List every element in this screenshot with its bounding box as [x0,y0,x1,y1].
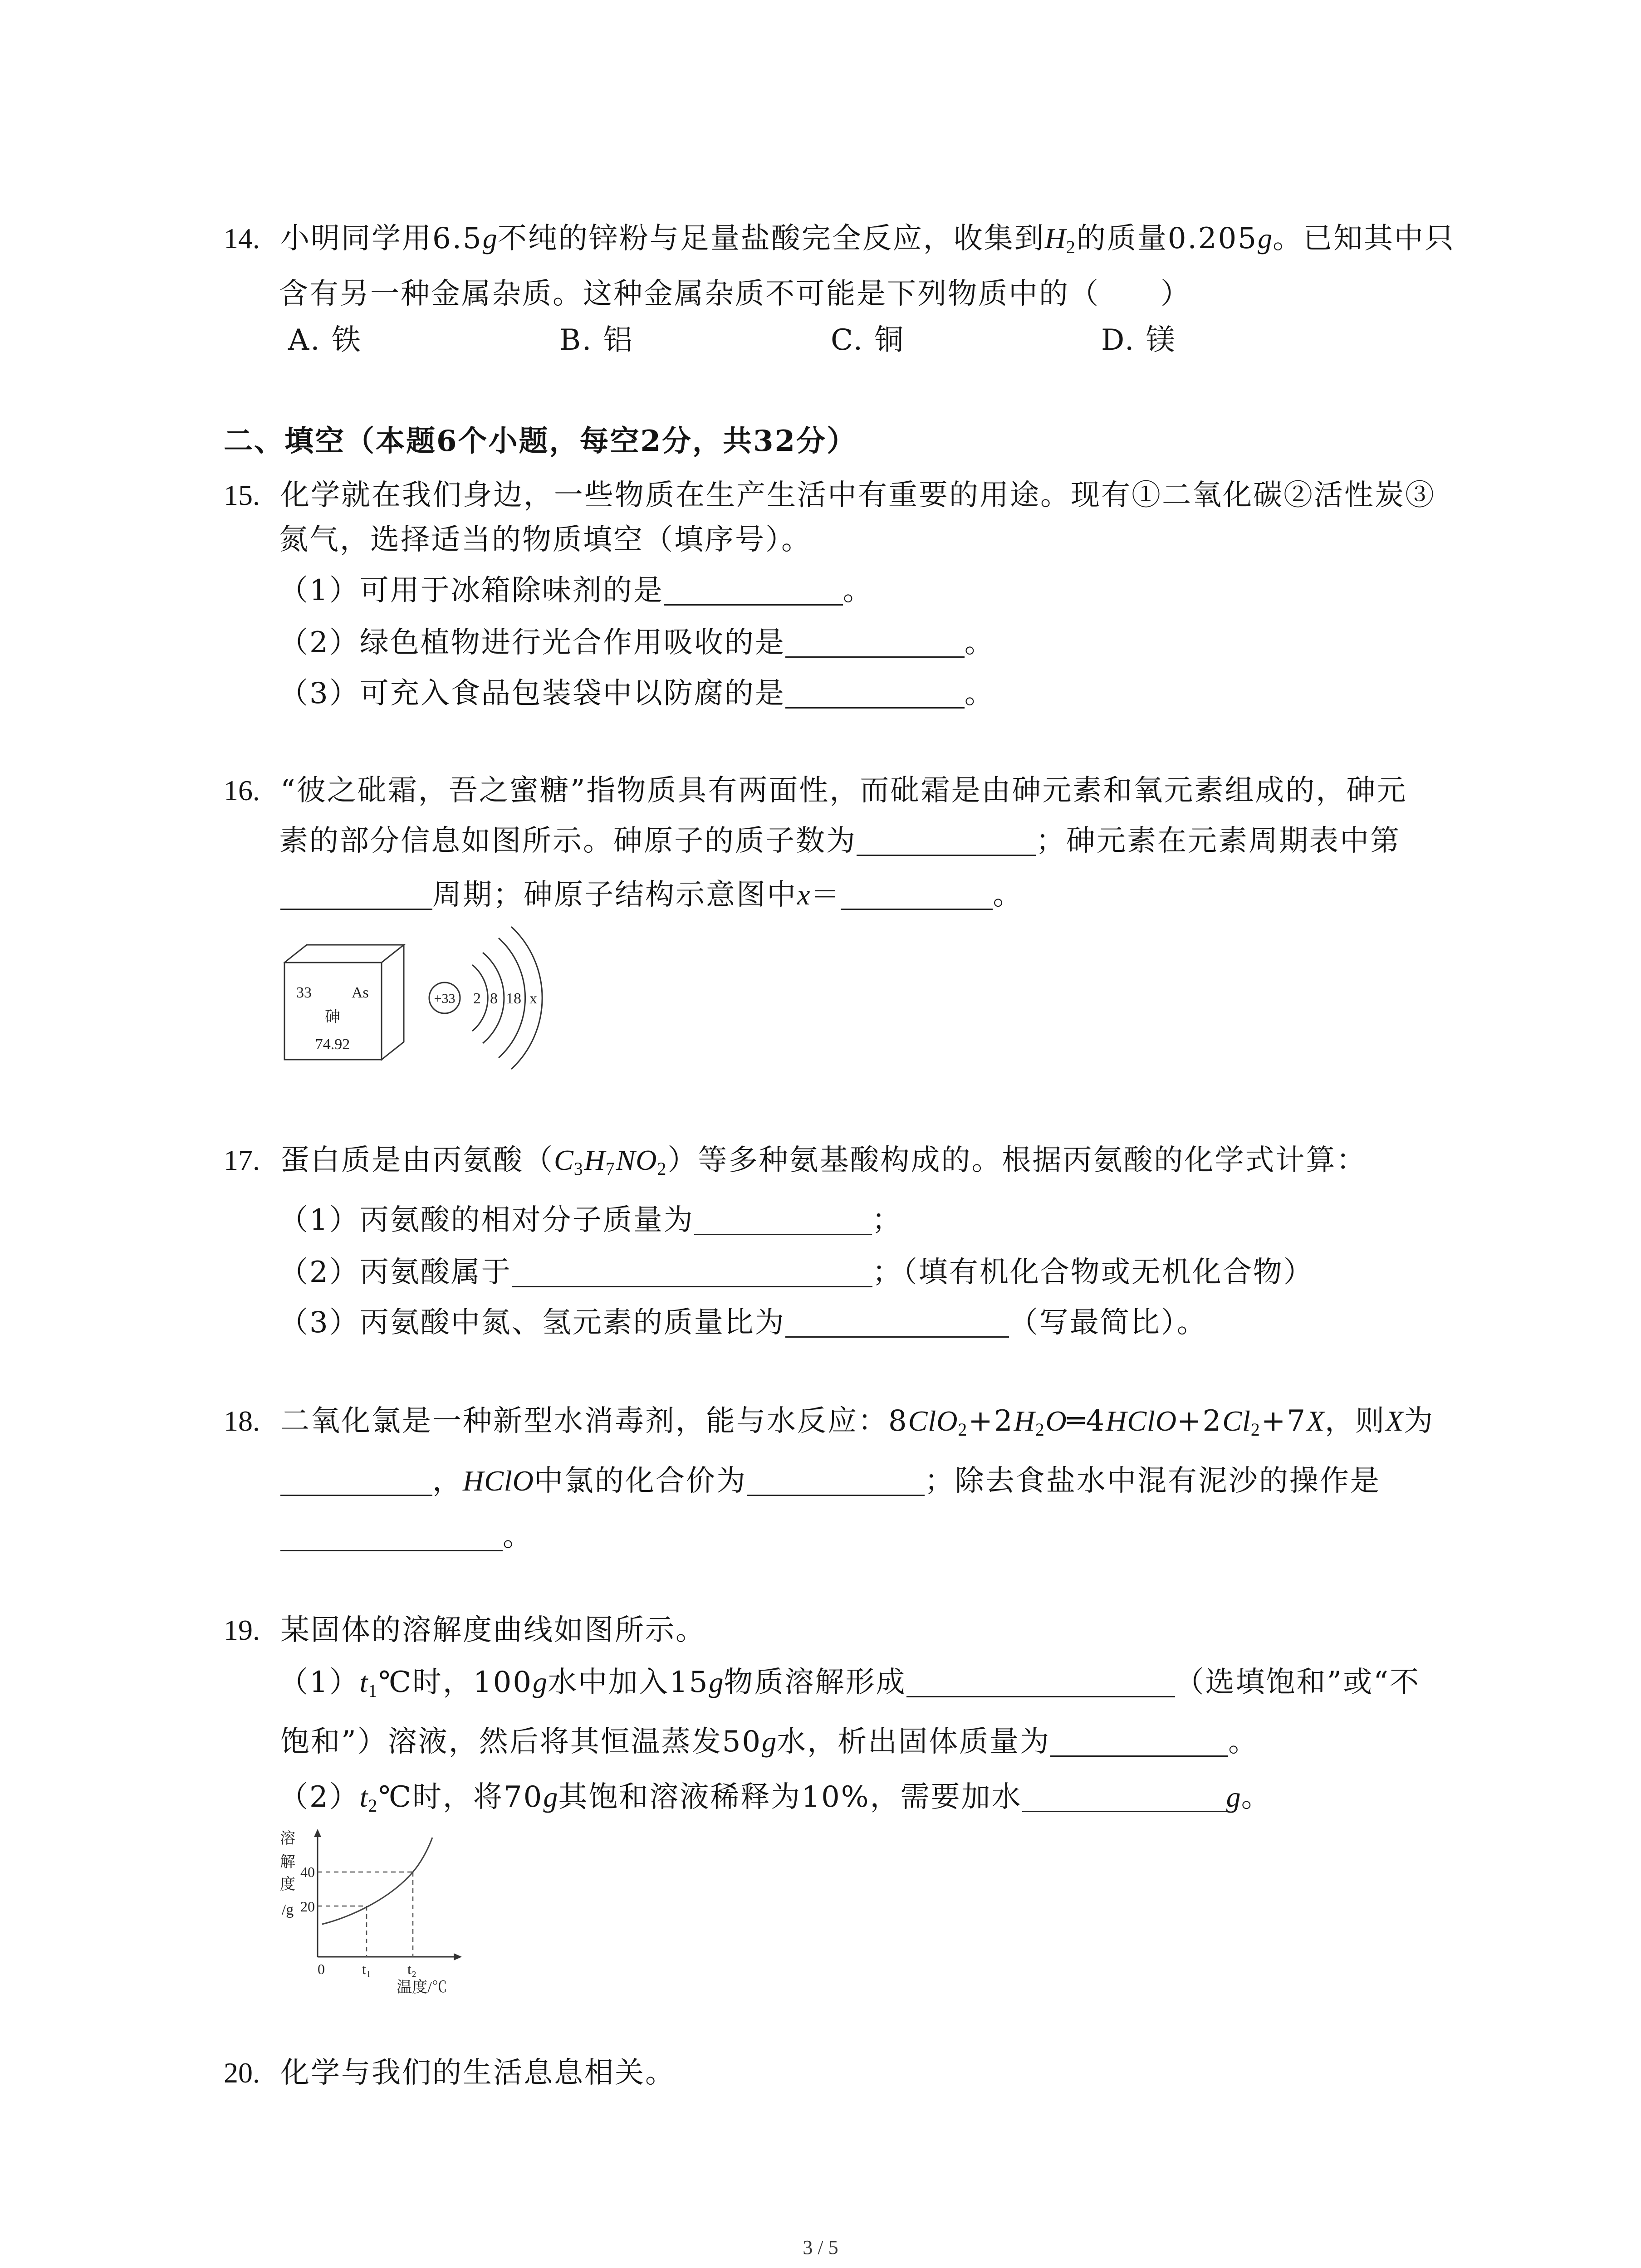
text-run: ℃时，100 [378,1666,533,1699]
answer-blank [785,631,965,658]
q18-line-3 [280,1519,533,1554]
answer-blank [694,1208,872,1235]
text-run: 的质量0.205 [1076,222,1258,255]
element-card-figure [284,944,406,1062]
relative-atomic-mass: 74.92 [315,1036,350,1053]
q18-line-1 [224,1404,1434,1438]
q17-item-3 [279,1305,1207,1340]
italic-variable: t [359,1781,368,1813]
element-symbol: As [352,984,369,1001]
y-axis-label-char: 解 [280,1854,295,1871]
italic-variable: H [1044,222,1066,254]
solubility-curve-figure [276,1827,471,1999]
text-run: ＝ [810,878,841,912]
text-run: 蛋白质是由丙氨酸（ [280,1144,554,1177]
x-tick-label: t₁ [362,1961,372,1977]
answer-blank [280,883,432,910]
q15-item-3 [279,676,995,711]
y-axis-label-char: /g [281,1901,294,1918]
subscript: 7 [605,1159,616,1179]
answer-blank [841,883,993,910]
subscript: 2 [1035,1420,1046,1440]
text-run: 。 [1228,1725,1259,1759]
shell-electron-count: 2 [473,990,481,1007]
subscript: 2 [368,1796,379,1816]
italic-variable: HClO [463,1465,534,1497]
text-run: ，则 [1325,1404,1386,1438]
q15-item-1 [279,573,873,608]
text-run: （3）可充入食品包装袋中以防腐的是 [279,677,785,710]
shell-electron-count: 8 [490,990,498,1007]
text-run: 中氯的化合价为 [534,1464,747,1498]
y-axis-arrow [314,1829,321,1837]
shell-electron-count: 18 [506,990,521,1007]
q15-line-2: 氮气，选择适当的物质填空（填序号）。 [279,523,812,557]
text-run: （2） [279,1780,360,1814]
question-number: 20. [224,2057,260,2089]
subscript: 2 [657,1159,668,1179]
subscript: 2 [1250,1420,1261,1440]
text-run: +7 [1261,1404,1307,1438]
text-run: 不纯的锌粉与足量盐酸完全反应，收集到 [497,222,1045,255]
answer-blank [857,829,1036,856]
italic-variable: g [1258,222,1273,254]
origin-label: 0 [318,1961,325,1977]
text-run: 。已知其中只 [1273,222,1455,255]
italic-variable: t [359,1666,368,1698]
q14-line-2: 含有另一种金属杂质。这种金属杂质不可能是下列物质中的（ ） [279,277,1191,311]
page-number: 3 / 5 [803,2236,838,2258]
italic-variable: g [1226,1781,1241,1813]
text-run: ；（填有机化合物或无机化合物） [872,1256,1314,1289]
text-run: ）等多种氨基酸构成的。根据丙氨酸的化学式计算： [667,1144,1367,1177]
option-b: B. 铝 [559,323,634,357]
q19-item-1-line-2 [280,1725,1259,1759]
question-number: 18. [224,1405,260,1437]
subscript: 2 [1066,237,1077,258]
answer-blank [785,682,965,709]
q19-item-2 [279,1780,1272,1814]
answer-blank [664,579,843,606]
text-run: 水，析出固体质量为 [777,1725,1051,1759]
atom-structure-figure [424,916,551,1080]
text-run: 。 [1241,1780,1272,1814]
q16-line-1 [224,773,1407,808]
section-heading: 二、填空（本题6个小题，每空2分，共32分） [224,424,857,458]
q15-item-2 [279,626,995,660]
y-tick-label: 20 [300,1898,315,1915]
answer-blank [906,1671,1175,1697]
answer-blank [747,1469,925,1496]
italic-variable: X [1386,1405,1404,1437]
text-run: 。 [964,626,995,660]
q14-line-1 [224,221,1455,256]
q17-item-1 [279,1203,902,1237]
text-run: （1）丙氨酸的相对分子质量为 [279,1203,694,1237]
text-run: 物质溶解形成 [724,1666,906,1699]
question-number: 17. [224,1144,260,1176]
element-name: 砷 [325,1009,340,1026]
italic-variable: g [543,1781,558,1813]
answer-blank [512,1261,872,1287]
text-run: 。 [964,677,995,710]
question-number: 16. [224,774,260,807]
text-run: 二氧化氯是一种新型水消毒剂，能与水反应：8 [280,1404,908,1438]
text-run: ；除去食盐水中混有泥沙的操作是 [924,1464,1381,1498]
x-axis-label: 温度/℃ [397,1979,447,1996]
italic-variable: O [1045,1405,1067,1437]
answer-blank [1022,1785,1226,1812]
subscript: 3 [573,1159,584,1179]
x-tick-label: t₂ [407,1961,417,1977]
text-run: （1） [279,1666,360,1699]
q17-line-1 [224,1143,1367,1178]
question-number: 19. [224,1614,260,1646]
q19-item-1-line-1 [279,1665,1420,1700]
text-run: （2）绿色植物进行光合作用吸收的是 [279,626,785,660]
option-c: C. 铜 [831,323,905,357]
italic-variable: HClO [1106,1405,1177,1437]
text-run: （写最简比）。 [1009,1306,1207,1339]
text-run: 周期；砷原子结构示意图中 [432,878,797,912]
shell-electron-count: x [529,990,537,1007]
text-run: ； [872,1203,902,1237]
text-run: 为 [1404,1404,1435,1438]
q16-line-3 [280,878,1023,912]
italic-variable: g [533,1666,548,1698]
text-run: 化学与我们的生活息息相关。 [280,2056,676,2090]
y-axis-label-char: 溶 [280,1830,295,1847]
italic-variable: Cl [1222,1405,1251,1437]
text-run: （1）可用于冰箱除味剂的是 [279,574,664,607]
q17-item-2 [279,1255,1314,1290]
text-run: “彼之砒霜，吾之蜜糖”指物质具有两面性，而砒霜是由砷元素和氧元素组成的，砷元 [280,774,1407,807]
q20-line-1 [224,2056,676,2090]
q16-line-2 [279,824,1401,858]
italic-variable: X [1307,1405,1325,1437]
italic-variable: H [1014,1405,1035,1437]
y-tick-label: 40 [300,1864,315,1880]
solubility-curve [322,1838,432,1924]
option-d: D. 镁 [1101,323,1176,357]
text-run: （选填饱和”或“不 [1175,1666,1420,1699]
answer-blank [785,1311,1009,1338]
text-run: ， [432,1464,463,1498]
question-number: 15. [224,479,260,511]
answer-blank [280,1525,503,1551]
italic-variable: g [709,1666,724,1698]
text-run: （2）丙氨酸属于 [279,1256,512,1289]
italic-variable: H [584,1144,606,1176]
subscript: 2 [958,1420,969,1440]
atomic-number: 33 [296,984,312,1001]
question-number: 14. [224,222,260,254]
text-run: 饱和”）溶液，然后将其恒温蒸发50 [280,1725,762,1759]
q15-line-1 [224,478,1435,513]
italic-variable: NO [616,1144,657,1176]
text-run: 水中加入15 [548,1666,709,1699]
subscript: 1 [368,1681,379,1701]
text-run: （3）丙氨酸中氮、氢元素的质量比为 [279,1306,785,1339]
italic-variable: C [554,1144,574,1176]
y-axis-label-char: 度 [280,1876,295,1893]
nuclear-charge: +33 [434,991,456,1006]
italic-variable: x [797,879,811,911]
q19-line-1 [224,1613,706,1647]
text-run: +2 [968,1404,1014,1438]
text-run: ℃时，将70 [378,1780,544,1814]
card-side-face [382,945,404,1060]
text-run: 其饱和溶液稀释为10%，需要加水 [558,1780,1022,1814]
text-run: ═4 [1067,1404,1106,1438]
x-axis-arrow [454,1953,462,1960]
q18-line-2 [280,1464,1381,1498]
text-run: 某固体的溶解度曲线如图所示。 [280,1613,706,1647]
text-run: 。 [993,878,1024,912]
italic-variable: g [482,222,498,254]
text-run: 。 [503,1520,533,1553]
text-run: 小明同学用6.5 [280,222,483,255]
answer-blank [280,1469,432,1496]
text-run: 素的部分信息如图所示。砷原子的质子数为 [279,824,857,858]
text-run: ；砷元素在元素周期表中第 [1036,824,1401,858]
italic-variable: ClO [908,1405,958,1437]
text-run: 化学就在我们身边，一些物质在生产生活中有重要的用途。现有①二氧化碳②活性炭③ [280,479,1435,512]
option-a: A. 铁 [288,323,362,357]
text-run: +2 [1177,1404,1223,1438]
answer-blank [1050,1730,1228,1757]
italic-variable: g [762,1725,777,1758]
text-run: 。 [843,574,873,607]
